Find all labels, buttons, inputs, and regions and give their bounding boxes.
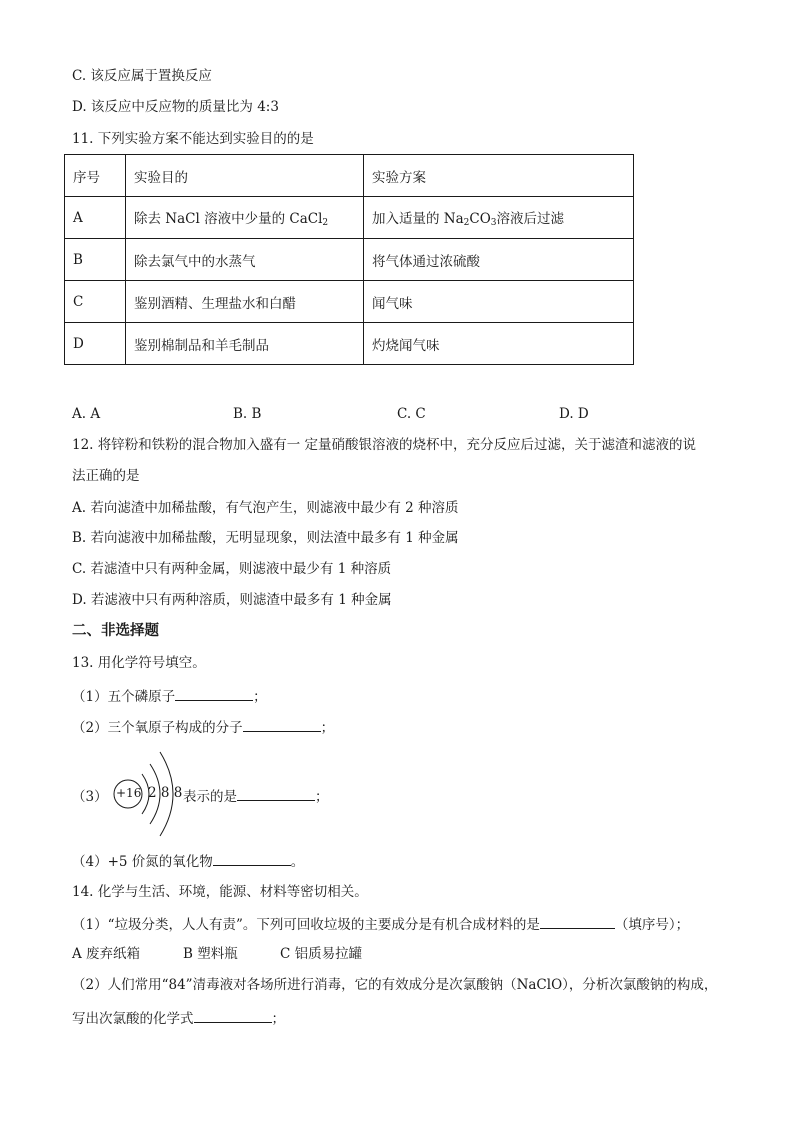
experiment-table: [64, 154, 634, 365]
q13-part-2: （2）三个氧原子构成的分子 ；: [72, 717, 334, 737]
question-12-stem-cont: 法正确的是: [72, 468, 140, 484]
q14-option-c: C 铝质易拉罐: [280, 946, 363, 962]
q14-part-2: （2）人们常用“84”清毒液对各场所进行消毒，它的有效成分是次氯酸钠（NaClO），分析次氯酸钠的构成，: [72, 977, 718, 993]
q13-part-1: （1）五个磷原子 ；: [72, 686, 267, 706]
answer-blank[interactable]: [175, 686, 253, 701]
q14-part-2-cont: 写出次氯酸的化学式 ；: [72, 1008, 285, 1028]
table-row: [65, 281, 634, 323]
q12-option-a: A. 若向滤渣中加稀盐酸，有气泡产生，则滤液中最少有 2 种溶质: [72, 500, 459, 516]
row-id: B: [65, 239, 126, 281]
q13-part-4: （4）+5 价氮的氧化物 。: [72, 851, 304, 871]
q13-part-3: [72, 750, 392, 840]
row-id: D: [65, 323, 126, 365]
answer-blank[interactable]: [243, 717, 321, 732]
row-plan: 将气体通过浓硫酸: [364, 239, 634, 281]
row-goal: 除去 NaCl 溶液中少量的 CaCl$_2$: [126, 197, 364, 239]
q13-part-3-label: （3）: [72, 789, 108, 805]
header-goal: 实验目的: [126, 155, 364, 197]
q14-option-a: A 废弃纸箱: [72, 946, 141, 962]
option-d-q10: D. 该反应中反应物的质量比为 4:3: [72, 99, 279, 115]
q11-option-b: B. B: [233, 406, 262, 422]
q14-option-b: B 塑料瓶: [183, 946, 238, 962]
q11-option-c: C. C: [397, 406, 426, 422]
section-heading: 二、非选择题: [72, 623, 159, 639]
table-row: [65, 197, 634, 239]
q12-option-b: B. 若向滤液中加稀盐酸，无明显现象，则法渣中最多有 1 种金属: [72, 530, 459, 546]
question-11: 11. 下列实验方案不能达到实验目的的是: [72, 131, 314, 147]
answer-blank[interactable]: [194, 1008, 272, 1023]
row-goal: 鉴别酒精、生理盐水和白醋: [126, 281, 364, 323]
question-14-stem: 14. 化学与生活、环境，能源、材料等密切相关。: [72, 884, 368, 900]
row-plan: 加入适量的 $Na_2CO_3$溶液后过滤: [364, 197, 634, 239]
row-plan: 闻气味: [364, 281, 634, 323]
option-c-q10: C. 该反应属于置换反应: [72, 68, 212, 84]
row-id: C: [65, 281, 126, 323]
row-id: A: [65, 197, 126, 239]
header-plan: 实验方案: [364, 155, 634, 197]
nucleus-charge: +16: [116, 786, 142, 800]
q12-option-c: C. 若滤渣中只有两种金属，则滤液中最少有 1 种溶质: [72, 561, 392, 577]
row-plan: 灼烧闻气味: [364, 323, 634, 365]
question-13-stem: 13. 用化学符号填空。: [72, 655, 206, 671]
table-header-row: [65, 155, 634, 197]
row-goal: 除去氯气中的水蒸气: [126, 239, 364, 281]
row-goal: 鉴别棉制品和羊毛制品: [126, 323, 364, 365]
q14-options: [72, 945, 363, 963]
answer-blank[interactable]: [213, 851, 291, 866]
question-12-stem: 12. 将锌粉和铁粉的混合物加入盛有一 定量硝酸银溶液的烧杯中，充分反应后过滤，关于滤渣和滤液的说: [72, 437, 697, 453]
table-row: [65, 323, 634, 365]
answer-blank[interactable]: [540, 914, 615, 929]
q14-part-1: （1）“垃圾分类，人人有责”。下列可回收垃圾的主要成分是有机合成材料的是 （填序号）；: [72, 914, 689, 934]
table-row: [65, 239, 634, 281]
q11-option-d: D. D: [559, 406, 589, 422]
header-id: 序号: [65, 155, 126, 197]
answer-blank[interactable]: [237, 786, 315, 801]
q11-option-a: A. A: [72, 406, 101, 422]
q12-option-d: D. 若滤液中只有两种溶质，则滤渣中最多有 1 种金属: [72, 592, 392, 608]
q13-part-3-text: 表示的是 ；: [183, 785, 329, 805]
electron-counts: 2 8 8: [148, 785, 183, 801]
